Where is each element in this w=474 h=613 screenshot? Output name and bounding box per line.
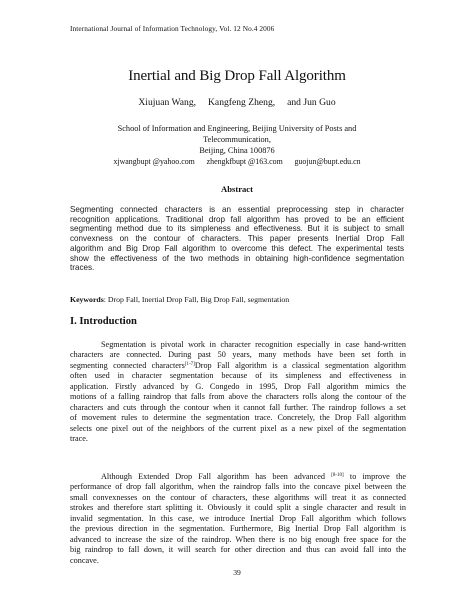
paragraph-line: application. Firstly advanced by G. Congedo in 1995, Drop Fall algorithm mimics the	[70, 381, 406, 391]
affiliation-line: Telecommunication,	[203, 134, 271, 144]
keywords-text: : Drop Fall, Inertial Drop Fall, Big Drop Fall, segmentation	[103, 295, 290, 304]
page-number: 39	[233, 568, 241, 577]
paragraph-text: Although Extended Drop Fall algorithm has been advanced	[101, 472, 332, 481]
abstract-line: Segmenting connected characters is an essential preprocessing step in character	[70, 205, 404, 214]
paragraph-line: characters are connected. During past 50 years, many methods have been set forth in	[70, 350, 406, 360]
abstract-heading: Abstract	[221, 184, 253, 194]
author-emails: xjwangbupt @yahoo.com zhengkfbupt @163.com guojun@bupt.edu.cn	[113, 157, 361, 166]
paragraph-line: the previous direction in the segmentation. Furthermore, Big Inertial Drop Fall algorithm is	[70, 524, 406, 534]
paragraph-line: of movement rules to determine the segmentation trace. Concretely, the Drop Fall algorithm	[70, 413, 406, 423]
abstract-line: segmenting method due to its simpleness and effectiveness. But it is subject to small	[70, 224, 404, 234]
paragraph-line	[70, 361, 406, 371]
paragraph-line: strokes and therefore start splitting it. Obviously it could split a single character and result in	[70, 503, 406, 513]
keywords	[70, 295, 289, 304]
paragraph-line: often used in character segmentation because of its simpleness and effectiveness in	[70, 371, 406, 381]
abstract-line: traces.	[70, 263, 95, 273]
paragraph-text: Drop Fall algorithm is a classical segmentation algorithm	[194, 360, 406, 370]
abstract-body	[70, 205, 404, 273]
author-list: Xiujuan Wang, Kangfeng Zheng, and Jun Guo	[138, 97, 336, 108]
abstract-line: recognition applications. Traditional drop fall algorithm has proved to be an efficient	[70, 214, 404, 224]
paragraph-line: advanced to increase the size of the raindrop. When there is no big enough free space for the	[70, 534, 406, 544]
citation: [1-7]	[184, 361, 195, 367]
affiliation	[0, 124, 474, 156]
abstract-line: algorithm and Big Drop Fall algorithm to overcome this defect. The experimental tests	[70, 243, 404, 253]
paragraph-line	[70, 472, 406, 482]
paper-title: Inertial and Big Drop Fall Algorithm	[128, 68, 346, 84]
intro-paragraph-1	[70, 340, 406, 445]
affiliation-line: Beijing, China 100876	[199, 145, 275, 155]
paragraph-line: performance of drop fall algorithm, when the raindrop falls into the concave pixel between the	[70, 482, 406, 492]
intro-paragraph-2	[70, 472, 406, 566]
abstract-line: convexness on the contour of characters. This paper presents Inertial Drop Fall	[70, 234, 404, 244]
paragraph-line: motions of a falling raindrop that falls from above the characters rolls along the contour of the	[70, 392, 406, 402]
section-heading: I. Introduction	[70, 316, 137, 327]
paragraph-line: trace.	[70, 434, 88, 444]
paragraph-line: characters and cuts through the contour when it cannot fall further. The raindrop follows a set	[70, 402, 406, 412]
paragraph-line: invalid segmentation. In this case, we introduce Inertial Drop Fall algorithm which follows	[70, 513, 406, 523]
paragraph-text: to improve the	[343, 472, 407, 481]
paragraph-text: segmenting connected characters	[70, 360, 185, 370]
abstract-line: show the effectiveness of the two methods in obtaining high-confidence segmentation	[70, 253, 404, 263]
paragraph-line: small convexnesses on the contour of characters, these algorithms will treat it as connected	[70, 492, 406, 502]
paragraph-line: selects one pixel out of the neighbors of the current pixel as a new pixel of the segmentation	[70, 423, 406, 433]
paragraph-line: concave.	[70, 555, 99, 565]
citation: [8-10]	[331, 473, 344, 478]
paragraph-line: big raindrop to fall down, it will search for other direction and thus can avoid fall into the	[70, 545, 406, 555]
keywords-label: Keywords	[70, 295, 104, 304]
paragraph-line: Segmentation is pivotal work in character recognition especially in case hand-written	[101, 340, 406, 349]
affiliation-line: School of Information and Engineering, Beijing University of Posts and	[117, 124, 357, 133]
journal-header: International Journal of Information Technology, Vol. 12 No.4 2006	[70, 24, 275, 33]
